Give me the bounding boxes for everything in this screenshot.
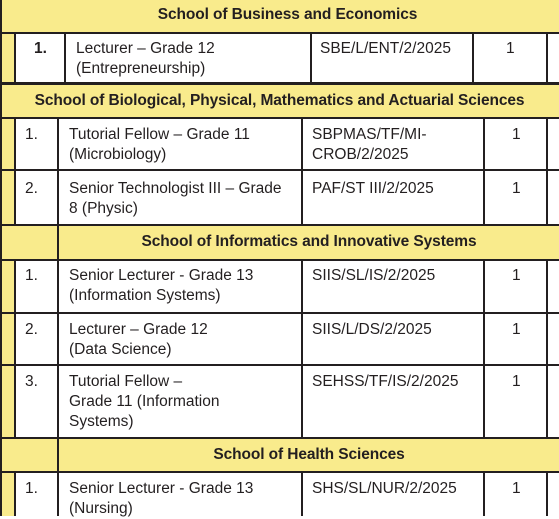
row-number: 1. <box>25 267 38 284</box>
section-header-sciences <box>0 85 559 117</box>
section-title: School of Health Sciences <box>213 446 405 463</box>
posts-count: 1 <box>512 126 521 143</box>
position-title: Senior Lecturer - Grade 13 (Nursing) <box>69 480 254 517</box>
table-row <box>0 473 559 516</box>
position-title: Senior Lecturer - Grade 13 (Information Systems) <box>69 267 254 304</box>
table-row <box>0 119 559 169</box>
position-title: Tutorial Fellow – Grade 11 (Information Systems) <box>69 373 220 430</box>
posts-count: 1 <box>506 40 515 57</box>
row-number: 2. <box>25 180 38 197</box>
reference-number: SIIS/SL/IS/2/2025 <box>312 267 436 284</box>
table-row <box>0 34 559 82</box>
reference-number: SBPMAS/TF/MI- CROB/2/2025 <box>312 126 427 163</box>
table-row <box>0 314 559 364</box>
reference-number: SBE/L/ENT/2/2025 <box>320 40 451 57</box>
table-row <box>0 366 559 437</box>
reference-number: PAF/ST III/2/2025 <box>312 180 434 197</box>
table-left-border <box>0 0 2 516</box>
row-number: 1. <box>25 126 38 143</box>
row-number: 1. <box>25 480 38 497</box>
section-header-informatics <box>0 226 559 259</box>
table-row <box>0 261 559 312</box>
reference-number: SIIS/L/DS/2/2025 <box>312 321 432 338</box>
row-number: 3. <box>25 373 38 390</box>
section-title: School of Informatics and Innovative Systems <box>141 233 477 250</box>
position-title: Lecturer – Grade 12 (Data Science) <box>69 321 208 358</box>
section-header-health <box>0 439 559 471</box>
section-title: School of Biological, Physical, Mathematics and Actuarial Sciences <box>34 92 525 109</box>
section-header-business <box>0 0 559 32</box>
position-title: Lecturer – Grade 12 (Entrepreneurship) <box>76 40 215 77</box>
position-title: Tutorial Fellow – Grade 11 (Microbiology) <box>69 126 250 163</box>
reference-number: SEHSS/TF/IS/2/2025 <box>312 373 459 390</box>
row-number: 2. <box>25 321 38 338</box>
posts-count: 1 <box>512 321 521 338</box>
position-title: Senior Technologist III – Grade 8 (Physic) <box>69 180 282 217</box>
reference-number: SHS/SL/NUR/2/2025 <box>312 480 457 497</box>
posts-count: 1 <box>512 180 521 197</box>
posts-count: 1 <box>512 480 521 497</box>
posts-count: 1 <box>512 373 521 390</box>
row-number: 1. <box>34 40 47 57</box>
table-row <box>0 171 559 224</box>
section-title: School of Business and Economics <box>157 6 418 23</box>
posts-count: 1 <box>512 267 521 284</box>
